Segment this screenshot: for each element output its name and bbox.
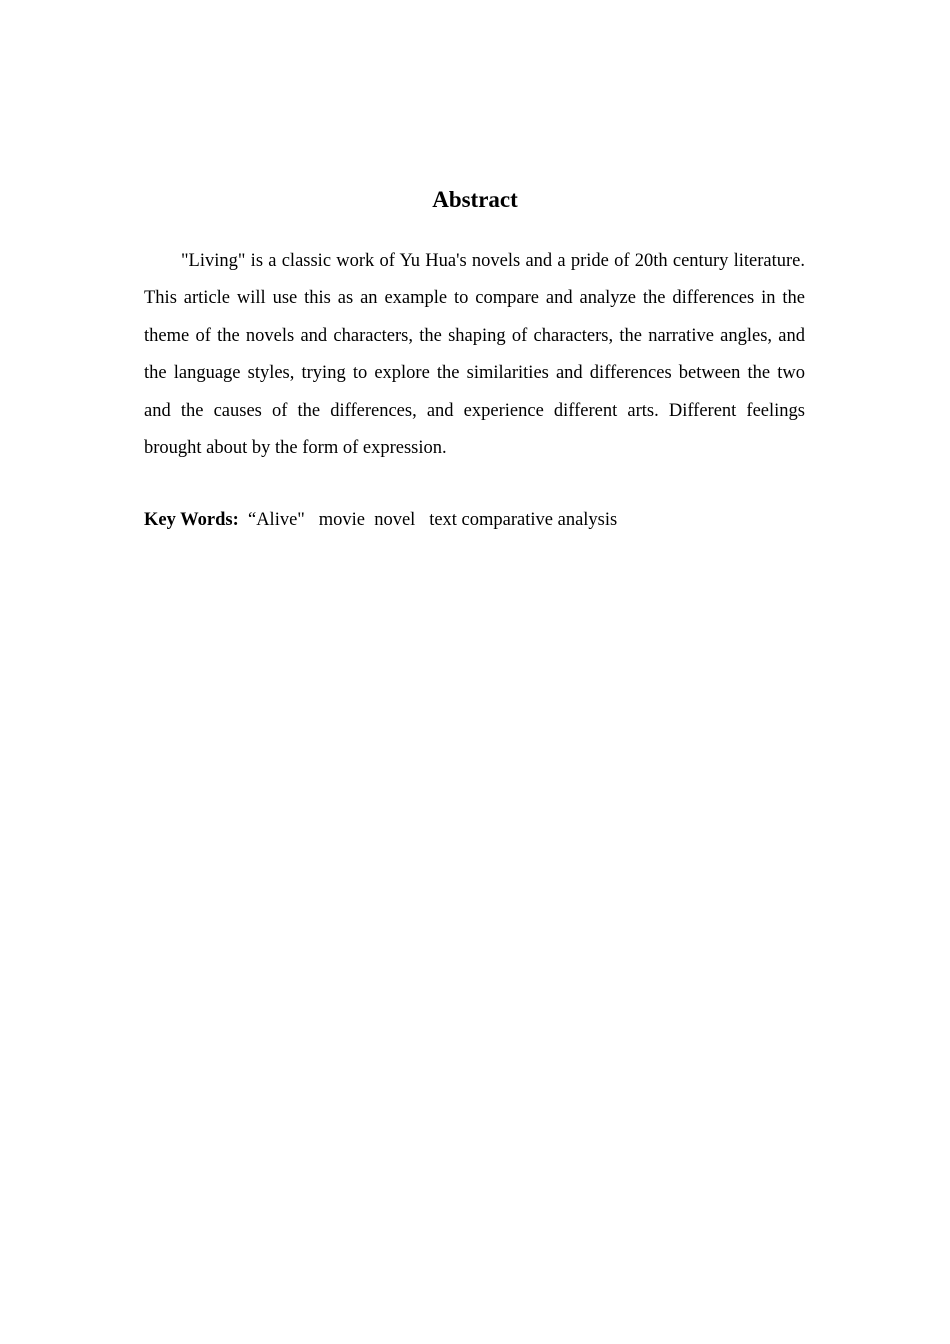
keywords-label: Key Words: (144, 510, 239, 530)
abstract-paragraph: "Living" is a classic work of Yu Hua's novels and a pride of 20th century literature. This article will use this as an example to compare and analyze the differences in the theme of the novels and characters, the shaping of characters, the narrative angles, and the language styles, trying to explore the similarities and differences between the two and the causes of the differences, and experience different arts. Different feelings brought about by the form of expression. (144, 251, 805, 459)
keywords-list: “Alive" movie novel text comparative analysis (238, 510, 618, 530)
keywords-line (144, 504, 805, 536)
abstract-title: Abstract (432, 187, 518, 212)
